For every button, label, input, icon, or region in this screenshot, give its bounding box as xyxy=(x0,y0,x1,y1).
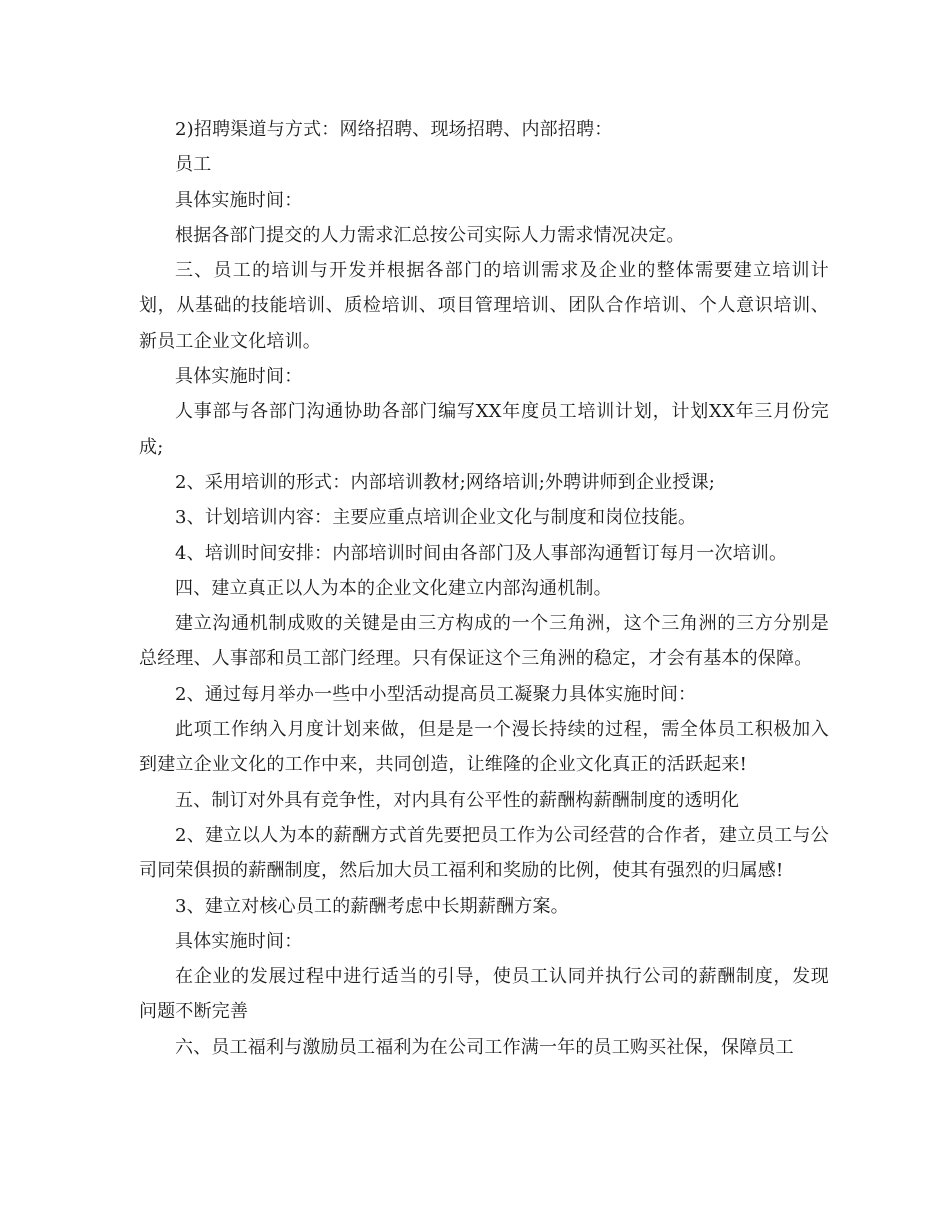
document-body xyxy=(139,112,829,1065)
paragraph-monthly-activities: 2、通过每月举办一些中小型活动提高员工凝聚力具体实施时间： xyxy=(175,683,697,705)
paragraph-hr-demand: 根据各部门提交的人力需求汇总按公司实际人力需求情况决定。 xyxy=(175,224,685,246)
paragraph-training-plan: 人事部与各部门沟通协助各部门编写XX年度员工培训计划，计划XX年三月份完成; xyxy=(139,401,829,458)
paragraph-core-staff-salary: 3、建立对核心员工的薪酬考虑中长期薪酬方案。 xyxy=(175,895,569,917)
paragraph-communication-mechanism: 建立沟通机制成败的关键是由三方构成的一个三角洲，这个三角洲的三方分别是总经理、人事部和员工部门经理。只有保证这个三角洲的稳定，才会有基本的保障。 xyxy=(139,613,829,670)
paragraph-recruit-channels: 2)招聘渠道与方式：网络招聘、现场招聘、内部招聘： xyxy=(175,119,613,140)
paragraph-training-schedule: 4、培训时间安排：内部培训时间由各部门及人事部沟通暂订每月一次培训。 xyxy=(175,542,788,564)
paragraph-training-form: 2、采用培训的形式：内部培训教材;网络培训;外聘讲师到企业授课; xyxy=(175,471,716,493)
paragraph-people-oriented-salary: 2、建立以人为本的薪酬方式首先要把员工作为公司经营的合作者，建立员工与公司同荣俱损的薪酬制度，然后加大员工福利和奖励的比例，使其有强烈的归属感! xyxy=(139,824,829,882)
paragraph-section-three-training: 三、员工的培训与开发并根据各部门的培训需求及企业的整体需要建立培训计划，从基础的技能培训、质检培训、项目管理培训、团队合作培训、个人意识培训、新员工企业文化培训。 xyxy=(139,260,829,352)
paragraph-section-four-culture: 四、建立真正以人为本的企业文化建立内部沟通机制。 xyxy=(175,577,612,599)
paragraph-implementation-time: 具体实施时间： xyxy=(175,366,303,388)
paragraph-training-content: 3、计划培训内容：主要应重点培训企业文化与制度和岗位技能。 xyxy=(175,507,697,529)
paragraph-section-six-welfare: 六、员工福利与激励员工福利为在公司工作满一年的员工购买社保，保障员工 xyxy=(175,1036,794,1058)
paragraph-implementation-time: 具体实施时间： xyxy=(175,930,303,952)
paragraph-monthly-plan: 此项工作纳入月度计划来做，但是是一个漫长持续的过程，需全体员工积极加入到建立企业文化的工作中来，共同创造，让维隆的企业文化真正的活跃起来! xyxy=(139,719,829,776)
paragraph-section-five-salary: 五、制订对外具有竞争性，对内具有公平性的薪酬构薪酬制度的透明化 xyxy=(175,789,740,811)
paragraph-implementation-time: 具体实施时间： xyxy=(175,189,303,211)
paragraph-staff: 员工 xyxy=(175,154,212,176)
paragraph-salary-guidance: 在企业的发展过程中进行适当的引导，使员工认同并执行公司的薪酬制度，发现问题不断完善 xyxy=(139,966,829,1023)
